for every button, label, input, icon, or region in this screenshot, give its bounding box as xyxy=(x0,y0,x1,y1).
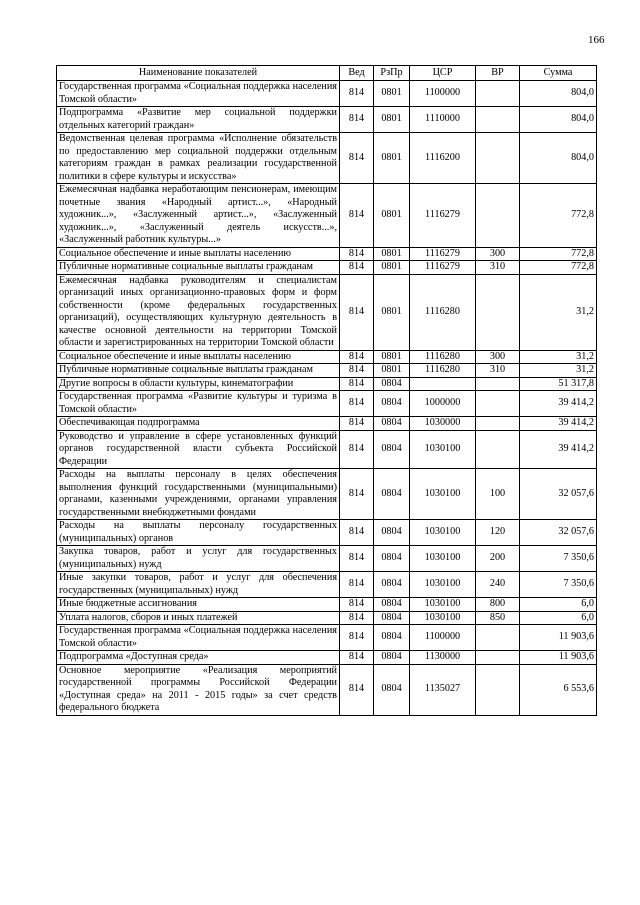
table-row xyxy=(57,107,597,133)
row-ved: 814 xyxy=(340,247,374,261)
row-vr xyxy=(476,81,520,107)
table-row xyxy=(57,430,597,469)
row-sum: 39 414,2 xyxy=(520,430,597,469)
row-csr: 1116279 xyxy=(410,184,476,248)
row-csr: 1116200 xyxy=(410,133,476,184)
header-sum: Сумма xyxy=(520,66,597,81)
row-csr: 1030100 xyxy=(410,520,476,546)
row-rzpr: 0804 xyxy=(374,664,410,715)
table-row xyxy=(57,469,597,520)
row-sum: 6 553,6 xyxy=(520,664,597,715)
table-row xyxy=(57,625,597,651)
row-vr xyxy=(476,651,520,665)
row-csr: 1110000 xyxy=(410,107,476,133)
row-sum: 804,0 xyxy=(520,81,597,107)
row-rzpr: 0804 xyxy=(374,417,410,431)
table-row xyxy=(57,546,597,572)
row-name: Другие вопросы в области культуры, кинематографии xyxy=(57,377,340,391)
row-csr: 1116280 xyxy=(410,274,476,350)
row-sum: 772,8 xyxy=(520,184,597,248)
row-rzpr: 0804 xyxy=(374,598,410,612)
row-rzpr: 0801 xyxy=(374,274,410,350)
row-sum: 51 317,8 xyxy=(520,377,597,391)
row-name: Государственная программа «Развитие культуры и туризма в Томской области» xyxy=(57,391,340,417)
row-rzpr: 0801 xyxy=(374,81,410,107)
row-sum: 39 414,2 xyxy=(520,391,597,417)
row-name: Публичные нормативные социальные выплаты гражданам xyxy=(57,364,340,378)
row-sum: 7 350,6 xyxy=(520,546,597,572)
row-sum: 32 057,6 xyxy=(520,469,597,520)
row-vr: 850 xyxy=(476,611,520,625)
row-vr: 300 xyxy=(476,247,520,261)
row-vr: 240 xyxy=(476,572,520,598)
row-csr: 1116279 xyxy=(410,261,476,275)
table-row xyxy=(57,364,597,378)
row-ved: 814 xyxy=(340,572,374,598)
row-rzpr: 0801 xyxy=(374,184,410,248)
header-csr: ЦСР xyxy=(410,66,476,81)
row-ved: 814 xyxy=(340,391,374,417)
row-vr xyxy=(476,430,520,469)
row-csr: 1000000 xyxy=(410,391,476,417)
row-name: Государственная программа «Социальная поддержка населения Томской области» xyxy=(57,81,340,107)
row-ved: 814 xyxy=(340,625,374,651)
row-sum: 31,2 xyxy=(520,350,597,364)
row-rzpr: 0801 xyxy=(374,133,410,184)
table-row xyxy=(57,247,597,261)
row-csr: 1030100 xyxy=(410,598,476,612)
row-ved: 814 xyxy=(340,520,374,546)
row-csr: 1116279 xyxy=(410,247,476,261)
row-ved: 814 xyxy=(340,184,374,248)
table-row xyxy=(57,377,597,391)
row-ved: 814 xyxy=(340,651,374,665)
row-rzpr: 0801 xyxy=(374,350,410,364)
row-vr xyxy=(476,133,520,184)
row-ved: 814 xyxy=(340,417,374,431)
row-sum: 6,0 xyxy=(520,611,597,625)
row-ved: 814 xyxy=(340,350,374,364)
row-vr xyxy=(476,664,520,715)
table-row xyxy=(57,598,597,612)
row-name: Уплата налогов, сборов и иных платежей xyxy=(57,611,340,625)
row-name: Ежемесячная надбавка руководителям и специалистам организаций иных организационно-правовых форм и форм собственности (кроме федеральных государственных организаций), осуществляющих культурную деятельность в качестве основной деятельности на территории Томской области и зарегистрированных на территории Томской области xyxy=(57,274,340,350)
row-ved: 814 xyxy=(340,364,374,378)
row-ved: 814 xyxy=(340,274,374,350)
row-ved: 814 xyxy=(340,664,374,715)
row-name: Подпрограмма «Развитие мер социальной поддержки отдельных категорий граждан» xyxy=(57,107,340,133)
row-vr xyxy=(476,625,520,651)
row-name: Руководство и управление в сфере установленных функций органов государственной власти субъекта Российской Федерации xyxy=(57,430,340,469)
row-sum: 772,8 xyxy=(520,261,597,275)
row-rzpr: 0801 xyxy=(374,364,410,378)
row-name: Иные закупки товаров, работ и услуг для обеспечения государственных (муниципальных) нужд xyxy=(57,572,340,598)
row-name: Обеспечивающая подпрограмма xyxy=(57,417,340,431)
row-vr: 800 xyxy=(476,598,520,612)
row-rzpr: 0804 xyxy=(374,520,410,546)
row-ved: 814 xyxy=(340,377,374,391)
row-name: Расходы на выплаты персоналу государственных (муниципальных) органов xyxy=(57,520,340,546)
row-vr: 120 xyxy=(476,520,520,546)
row-rzpr: 0801 xyxy=(374,107,410,133)
row-name: Социальное обеспечение и иные выплаты населению xyxy=(57,247,340,261)
row-vr: 300 xyxy=(476,350,520,364)
row-sum: 39 414,2 xyxy=(520,417,597,431)
row-rzpr: 0801 xyxy=(374,261,410,275)
row-rzpr: 0804 xyxy=(374,430,410,469)
row-vr xyxy=(476,417,520,431)
row-ved: 814 xyxy=(340,598,374,612)
row-csr: 1030100 xyxy=(410,546,476,572)
budget-table xyxy=(56,65,597,716)
row-name: Закупка товаров, работ и услуг для государственных (муниципальных) нужд xyxy=(57,546,340,572)
row-vr xyxy=(476,274,520,350)
row-csr: 1030000 xyxy=(410,417,476,431)
row-sum: 804,0 xyxy=(520,133,597,184)
row-rzpr: 0804 xyxy=(374,377,410,391)
header-vr: ВР xyxy=(476,66,520,81)
row-vr: 310 xyxy=(476,261,520,275)
row-csr xyxy=(410,377,476,391)
row-csr: 1116280 xyxy=(410,364,476,378)
table-row xyxy=(57,350,597,364)
table-row xyxy=(57,81,597,107)
row-csr: 1135027 xyxy=(410,664,476,715)
table-row xyxy=(57,520,597,546)
row-sum: 31,2 xyxy=(520,274,597,350)
row-vr xyxy=(476,184,520,248)
table-row xyxy=(57,184,597,248)
row-ved: 814 xyxy=(340,469,374,520)
page-number: 166 xyxy=(588,34,605,46)
row-csr: 1100000 xyxy=(410,81,476,107)
row-csr: 1130000 xyxy=(410,651,476,665)
row-name: Иные бюджетные ассигнования xyxy=(57,598,340,612)
row-vr: 310 xyxy=(476,364,520,378)
row-name: Расходы на выплаты персоналу в целях обеспечения выполнения функций государственными (муниципальными) органами, казенными учреждениями, органами управления государственными внебюджетными фондами xyxy=(57,469,340,520)
row-rzpr: 0804 xyxy=(374,469,410,520)
table-row xyxy=(57,664,597,715)
table-row xyxy=(57,611,597,625)
row-sum: 6,0 xyxy=(520,598,597,612)
row-csr: 1030100 xyxy=(410,469,476,520)
row-rzpr: 0804 xyxy=(374,546,410,572)
row-csr: 1030100 xyxy=(410,430,476,469)
row-sum: 11 903,6 xyxy=(520,651,597,665)
row-rzpr: 0804 xyxy=(374,651,410,665)
row-rzpr: 0801 xyxy=(374,247,410,261)
row-csr: 1030100 xyxy=(410,572,476,598)
row-vr xyxy=(476,377,520,391)
row-rzpr: 0804 xyxy=(374,391,410,417)
table-row xyxy=(57,133,597,184)
header-name: Наименование показателей xyxy=(57,66,340,81)
row-sum: 772,8 xyxy=(520,247,597,261)
table-row xyxy=(57,274,597,350)
table-row xyxy=(57,572,597,598)
row-rzpr: 0804 xyxy=(374,611,410,625)
row-csr: 1100000 xyxy=(410,625,476,651)
table-header-row xyxy=(57,66,597,81)
row-ved: 814 xyxy=(340,81,374,107)
row-ved: 814 xyxy=(340,611,374,625)
header-ved: Вед xyxy=(340,66,374,81)
row-csr: 1116280 xyxy=(410,350,476,364)
row-ved: 814 xyxy=(340,261,374,275)
row-ved: 814 xyxy=(340,430,374,469)
row-vr xyxy=(476,107,520,133)
row-vr xyxy=(476,391,520,417)
row-sum: 804,0 xyxy=(520,107,597,133)
row-name: Публичные нормативные социальные выплаты гражданам xyxy=(57,261,340,275)
table-row xyxy=(57,651,597,665)
row-vr: 200 xyxy=(476,546,520,572)
row-ved: 814 xyxy=(340,546,374,572)
table-row xyxy=(57,417,597,431)
row-vr: 100 xyxy=(476,469,520,520)
row-rzpr: 0804 xyxy=(374,625,410,651)
row-csr: 1030100 xyxy=(410,611,476,625)
row-name: Основное мероприятие «Реализация мероприятий государственной программы Российской Федерации «Доступная среда» на 2011 - 2015 годы» за счет средств федерального бюджета xyxy=(57,664,340,715)
row-sum: 7 350,6 xyxy=(520,572,597,598)
row-name: Государственная программа «Социальная поддержка населения Томской области» xyxy=(57,625,340,651)
row-sum: 32 057,6 xyxy=(520,520,597,546)
table-row xyxy=(57,391,597,417)
row-rzpr: 0804 xyxy=(374,572,410,598)
row-name: Ведомственная целевая программа «Исполнение обязательств по предоставлению мер социальной поддержки отдельным категориям граждан в рамках реализации государственной политики в сфере культуры и искусства» xyxy=(57,133,340,184)
row-name: Социальное обеспечение и иные выплаты населению xyxy=(57,350,340,364)
row-sum: 11 903,6 xyxy=(520,625,597,651)
header-rzpr: РзПр xyxy=(374,66,410,81)
row-name: Ежемесячная надбавка неработающим пенсионерам, имеющим почетные звания «Народный артист...», «Народный художник...», «Заслуженный артист...», «Заслуженный художник...», «Заслуженный деятель искусств...», «Заслуженный работник культуры...» xyxy=(57,184,340,248)
table-row xyxy=(57,261,597,275)
row-ved: 814 xyxy=(340,107,374,133)
row-ved: 814 xyxy=(340,133,374,184)
row-sum: 31,2 xyxy=(520,364,597,378)
row-name: Подпрограмма «Доступная среда» xyxy=(57,651,340,665)
